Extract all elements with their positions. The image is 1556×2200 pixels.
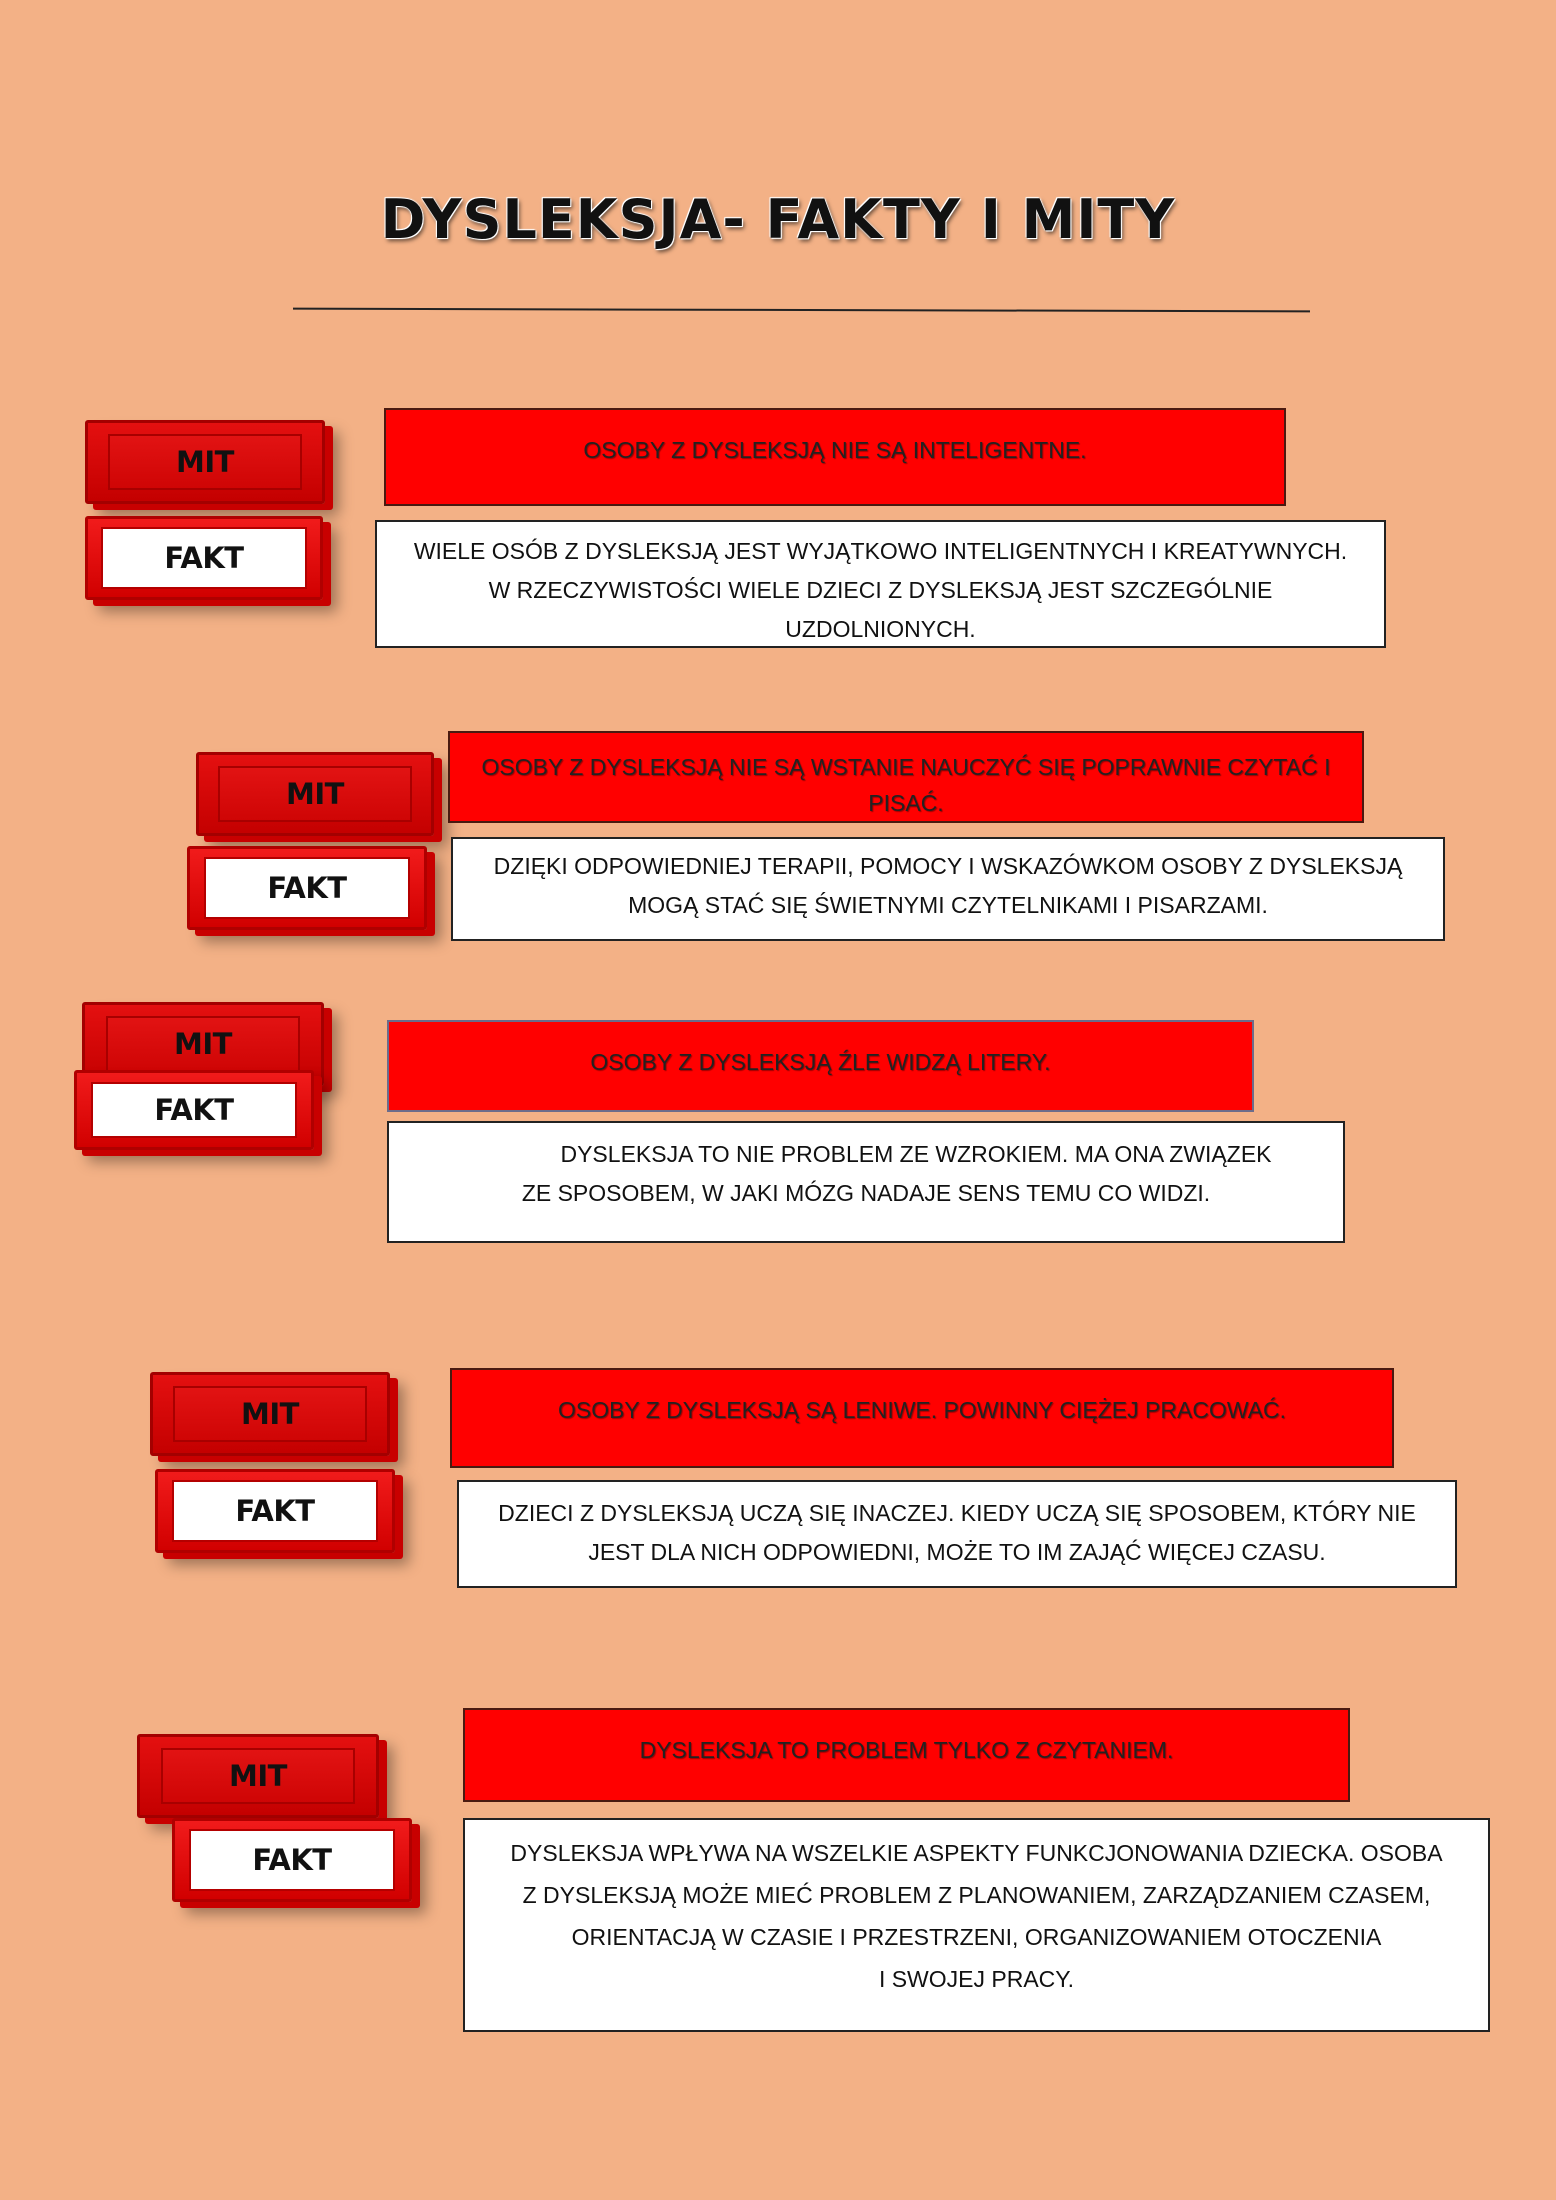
- myth-label: MIT: [286, 777, 344, 811]
- fact-text-line: DZIECI Z DYSLEKSJĄ UCZĄ SIĘ INACZEJ. KIEDY UCZĄ SIĘ SPOSOBEM, KTÓRY NIE: [498, 1500, 1416, 1526]
- fact-box: [457, 1480, 1457, 1588]
- fact-tag: [155, 1469, 395, 1553]
- fact-text-line: ZE SPOSOBEM, W JAKI MÓZG NADAJE SENS TEMU CO WIDZI.: [521, 1180, 1211, 1206]
- myth-tag: [150, 1372, 390, 1456]
- myth-box: [384, 408, 1286, 506]
- fact-text-line: ORIENTACJĄ W CZASIE I PRZESTRZENI, ORGANIZOWANIEM OTOCZENIA: [571, 1924, 1382, 1950]
- fact-label: FAKT: [164, 541, 244, 575]
- fact-tag: [85, 516, 323, 600]
- fact-box: [375, 520, 1386, 648]
- fact-text-line: DZIĘKI ODPOWIEDNIEJ TERAPII, POMOCY I WSKAZÓWKOM OSOBY Z DYSLEKSJĄ: [493, 853, 1403, 879]
- myth-text: OSOBY Z DYSLEKSJĄ NIE SĄ INTELIGENTNE.: [583, 437, 1087, 463]
- myth-text: OSOBY Z DYSLEKSJĄ SĄ LENIWE. POWINNY CIĘŻEJ PRACOWAĆ.: [557, 1397, 1287, 1423]
- fact-label: FAKT: [235, 1494, 315, 1528]
- fact-tag: [187, 846, 427, 930]
- page-title: DYSLEKSJA- FAKTY I MITY: [380, 188, 1176, 251]
- fact-text-line: DYSLEKSJA TO NIE PROBLEM ZE WZROKIEM. MA ONA ZWIĄZEK: [560, 1141, 1272, 1167]
- fact-box: [463, 1818, 1490, 2032]
- myth-box: [463, 1708, 1350, 1802]
- fact-label: FAKT: [154, 1093, 234, 1127]
- fact-tag: [172, 1818, 412, 1902]
- myth-text: DYSLEKSJA TO PROBLEM TYLKO Z CZYTANIEM.: [639, 1737, 1174, 1763]
- myth-box: [448, 731, 1364, 823]
- myth-label: MIT: [241, 1397, 299, 1431]
- myth-box: [387, 1020, 1254, 1112]
- fact-text-line: Z DYSLEKSJĄ MOŻE MIEĆ PROBLEM Z PLANOWANIEM, ZARZĄDZANIEM CZASEM,: [522, 1882, 1431, 1908]
- fact-text-line: MOGĄ STAĆ SIĘ ŚWIETNYMI CZYTELNIKAMI I PISARZAMI.: [628, 892, 1268, 918]
- fact-text-line: UZDOLNIONYCH.: [785, 616, 976, 642]
- myth-label: MIT: [176, 445, 234, 479]
- fact-text-line: I SWOJEJ PRACY.: [878, 1966, 1075, 1992]
- myth-tag: [137, 1734, 379, 1818]
- fact-box: [451, 837, 1445, 941]
- myth-text: OSOBY Z DYSLEKSJĄ NIE SĄ WSTANIE NAUCZYĆ SIĘ POPRAWNIE CZYTAĆ I PISAĆ.: [481, 754, 1331, 816]
- fact-label: FAKT: [252, 1843, 332, 1877]
- fact-text-line: WIELE OSÓB Z DYSLEKSJĄ JEST WYJĄTKOWO INTELIGENTNYCH I KREATYWNYCH.: [413, 538, 1348, 564]
- myth-box: [450, 1368, 1394, 1468]
- fact-tag: [74, 1070, 314, 1150]
- fact-text-line: DYSLEKSJA WPŁYWA NA WSZELKIE ASPEKTY FUNKCJONOWANIA DZIECKA. OSOBA: [510, 1840, 1443, 1866]
- myth-tag: [196, 752, 434, 836]
- fact-text-line: JEST DLA NICH ODPOWIEDNI, MOŻE TO IM ZAJĄĆ WIĘCEJ CZASU.: [588, 1539, 1326, 1565]
- fact-box: [387, 1121, 1345, 1243]
- myth-tag: [85, 420, 325, 504]
- title-divider: [293, 308, 1310, 313]
- fact-label: FAKT: [267, 871, 347, 905]
- myth-text: OSOBY Z DYSLEKSJĄ ŹLE WIDZĄ LITERY.: [590, 1049, 1051, 1075]
- myth-label: MIT: [229, 1759, 287, 1793]
- myth-label: MIT: [174, 1027, 232, 1061]
- fact-text-line: W RZECZYWISTOŚCI WIELE DZIECI Z DYSLEKSJĄ JEST SZCZEGÓLNIE: [488, 577, 1273, 603]
